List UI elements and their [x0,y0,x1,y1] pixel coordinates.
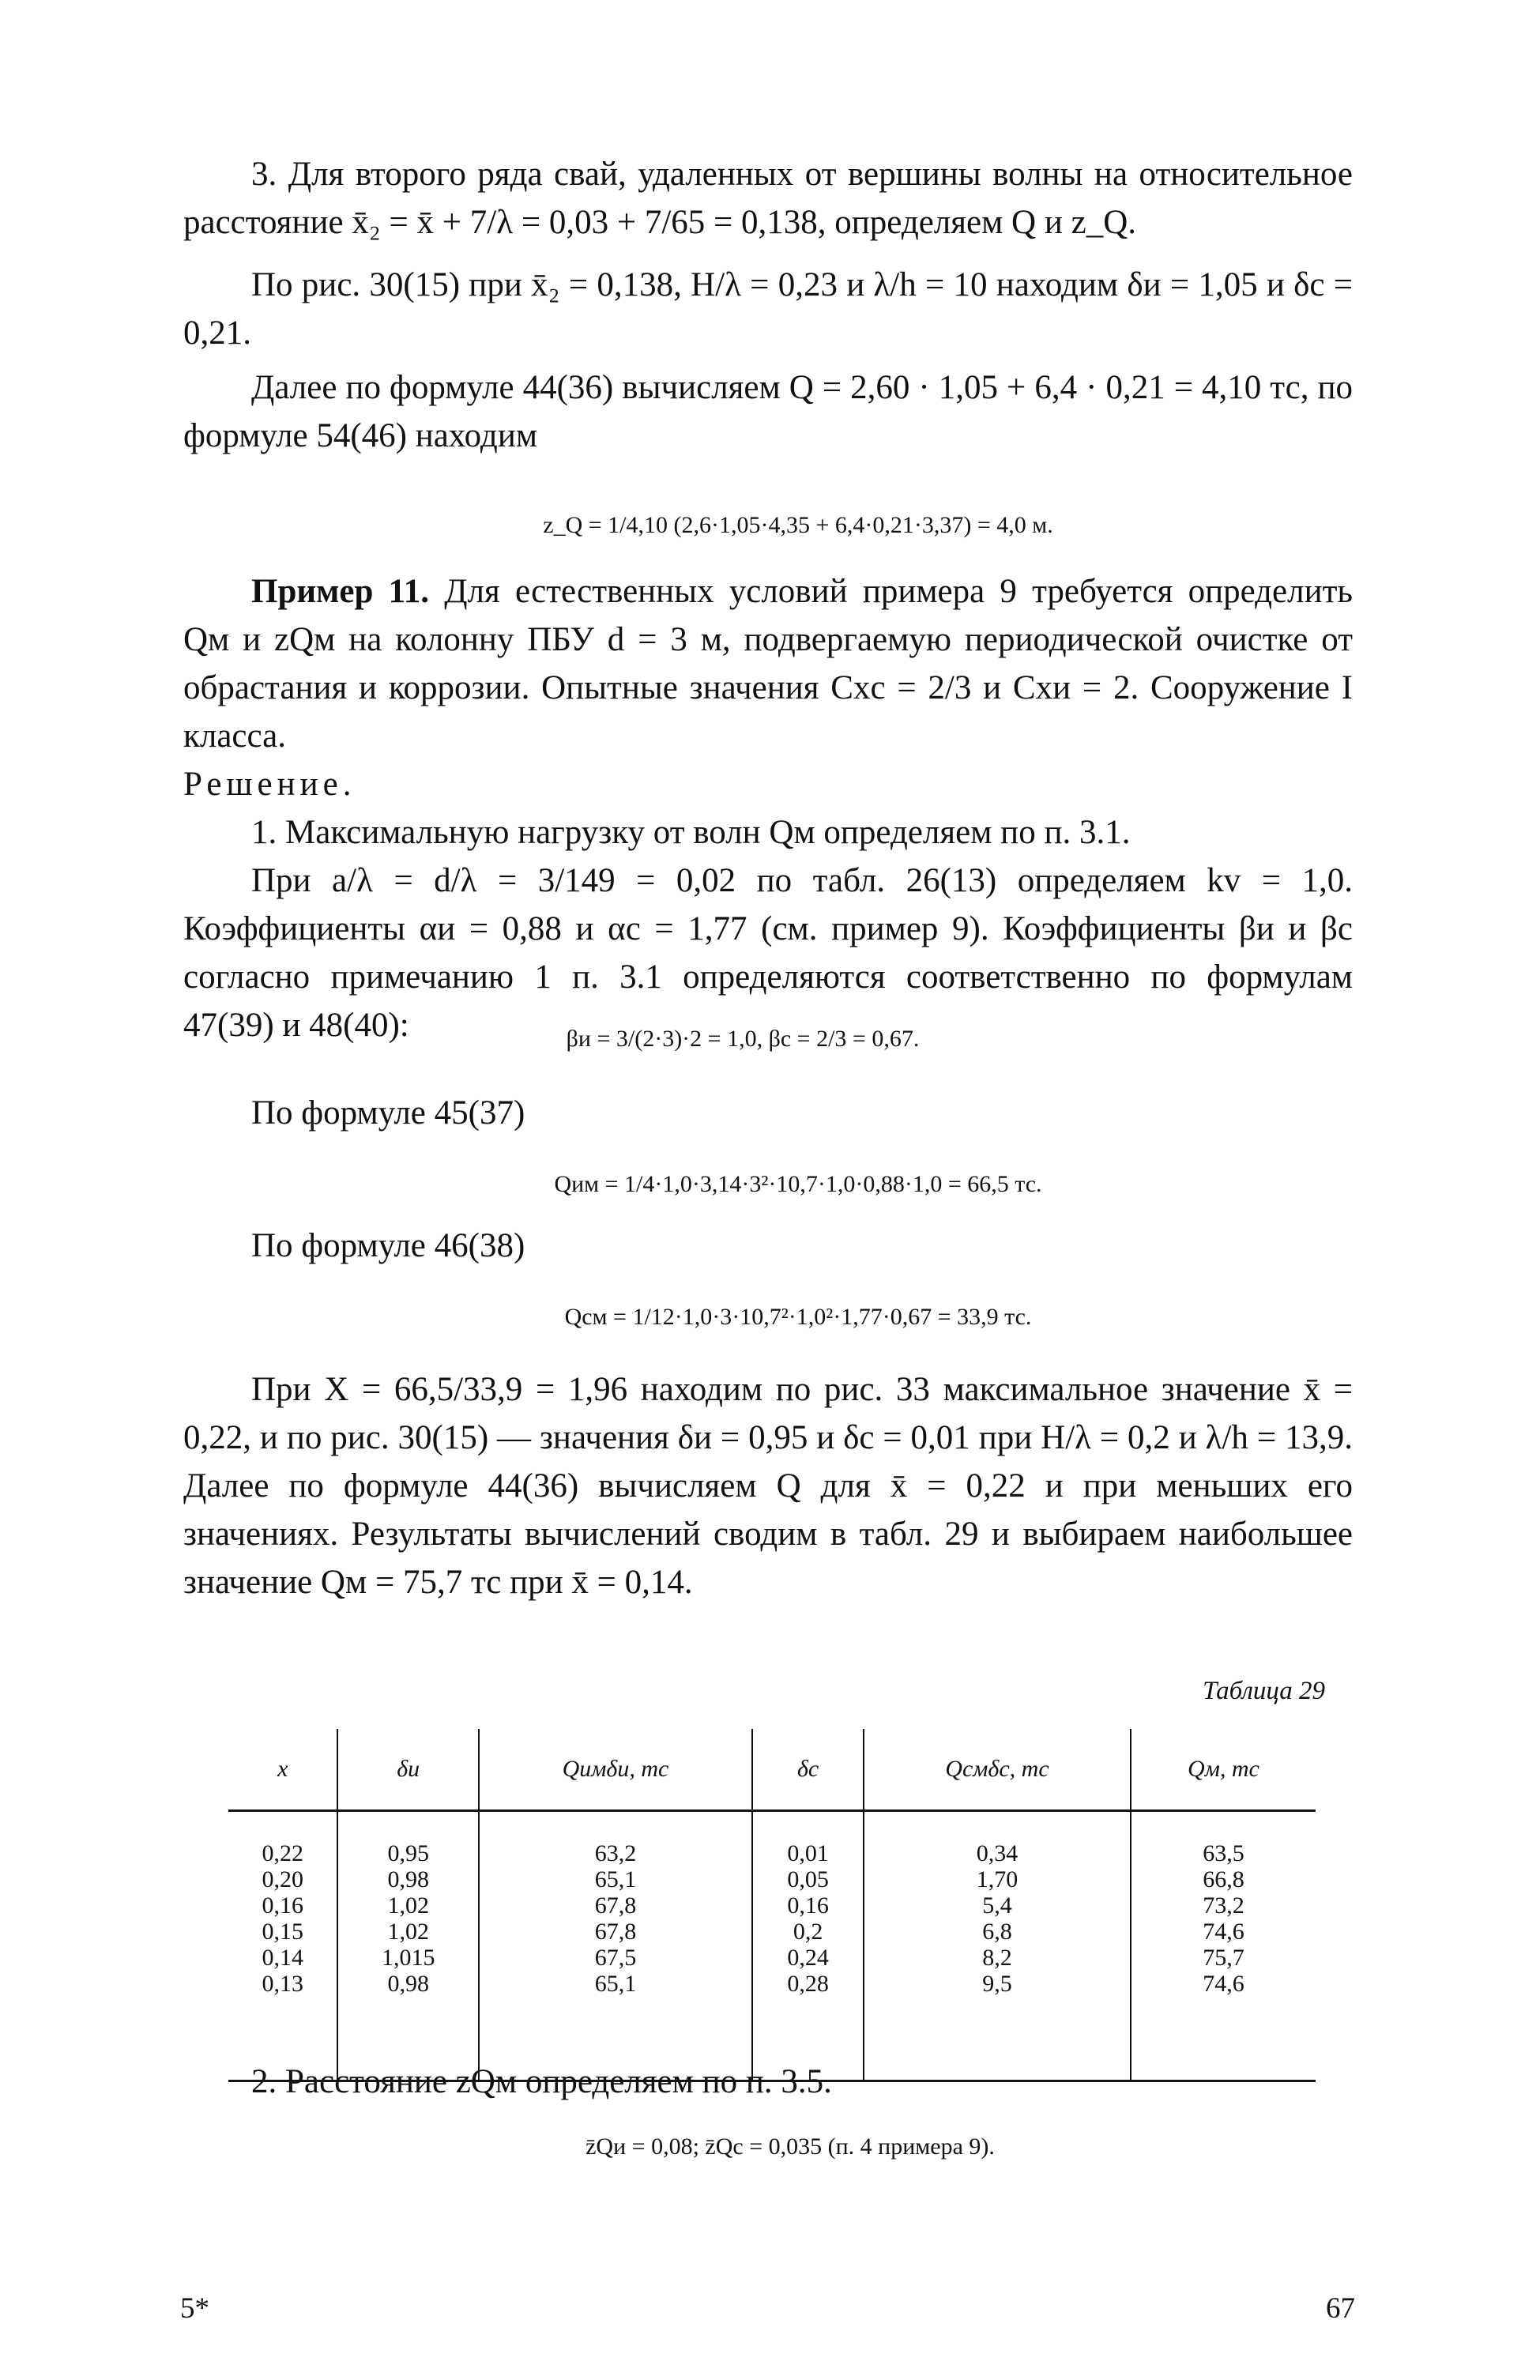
example-statement: Для естественных условий примера 9 требуется определить Qм и zQм на колонну ПБУ d = 3 м, подвергаемую периодической очистке от обрастания и коррозии. Опытные значения Cxc = 2/3 и Cxи = 2. Сооружение I класса. [183,573,1353,755]
table-cell: 0,01 [787,1840,829,1866]
results-table [228,1729,1316,2082]
table-cell: 1,015 [381,1945,435,1971]
table-cell: 74,6 [1203,1919,1244,1945]
column-delta-i [337,1811,478,2081]
table-row [228,1811,1316,2081]
formula-zq: z_Q = 1/4,10 (2,6·1,05·4,35 + 6,4·0,21·3,37) = 4,0 м. [543,512,1053,538]
table-cell: 0,15 [262,1919,303,1945]
table-cell: 9,5 [982,1971,1012,1997]
column-delta-c [752,1811,864,2081]
paragraph-figure-30: По рис. 30(15) при x̄₂ = 0,138, H/λ = 0,23 и λ/h = 10 находим δи = 1,05 и δс = 0,21. [183,266,1353,352]
formula-46-label-block [183,1222,1353,1270]
table-cell: 1,02 [387,1919,429,1945]
table-cell: 74,6 [1203,1971,1244,1997]
solution-label: Решение. [183,766,356,803]
header-qcm-delta-c: Qсмδс, тс [864,1729,1131,1811]
table-cell: 5,4 [982,1892,1012,1919]
table-cell: 65,1 [594,1866,637,1892]
table-cell: 66,8 [1203,1866,1244,1892]
formula-45-label-block [183,1089,1353,1137]
maximum-text-block [183,1365,1353,1606]
table-cell: 65,1 [594,1971,637,1997]
table-cell: 0,20 [262,1866,303,1892]
table-cell: 0,98 [387,1866,429,1892]
signature-mark: 5* [180,2292,209,2325]
header-qm: Qм, тс [1131,1729,1316,1811]
header-x: x [228,1729,337,1811]
example-title: Пример 11. [251,573,429,610]
formula-46-label: По формуле 46(38) [251,1227,525,1264]
column-qcm-delta-c [864,1811,1131,2081]
table-cell: 0,16 [262,1892,303,1919]
table-cell: 67,5 [594,1945,637,1971]
step-1: 1. Максимальную нагрузку от волн Qм определяем по п. 3.1. [251,814,1131,851]
header-qim-delta-i: Qимδи, тс [479,1729,752,1811]
formula-beta: βи = 3/(2·3)·2 = 1,0, βс = 2/3 = 0,67. [566,1026,920,1052]
maximum-paragraph: При X = 66,5/33,9 = 1,96 находим по рис. 33 максимальное значение x̄ = 0,22, и по рис. 30(15) — значения δи = 0,95 и δс = 0,01 при H/λ = 0,2 и λ/h = 13,9. Далее по формуле 44(36) вычисляем Q для x̄ = 0,22 и при меньших его значениях. Результаты вычислений сводим в табл. 29 и выбираем наибольшее значение Qм = 75,7 тс при x̄ = 0,14. [183,1371,1353,1601]
table-cell: 0,34 [976,1840,1019,1866]
paragraph-formula-44: Далее по формуле 44(36) вычисляем Q = 2,60 · 1,05 + 6,4 · 0,21 = 4,10 тс, по формуле 54(46) находим [183,369,1353,454]
formula-zq-values: z̄Qи = 0,08; z̄Qс = 0,035 (п. 4 примера 9). [586,2133,995,2160]
table-cell: 0,22 [262,1840,303,1866]
column-qim-delta-i [479,1811,752,2081]
table-cell: 0,95 [387,1840,429,1866]
table-cell: 63,5 [1203,1840,1244,1866]
table-cell: 75,7 [1203,1945,1244,1971]
table-cell: 0,14 [262,1945,303,1971]
table-cell: 67,8 [594,1892,637,1919]
formula-qim: Qим = 1/4·1,0·3,14·3²·10,7·1,0·0,88·1,0 = 66,5 тс. [554,1171,1042,1197]
table-cell: 0,28 [787,1971,829,1997]
table-cell: 0,98 [387,1971,429,1997]
table-cell: 1,70 [976,1866,1019,1892]
page-number: 67 [1326,2292,1355,2325]
header-delta-c: δс [752,1729,864,1811]
formula-45-label: По формуле 45(37) [251,1094,525,1132]
formula-qcm: Qсм = 1/12·1,0·3·10,7²·1,0²·1,77·0,67 = 33,9 тс. [564,1304,1032,1330]
column-x [228,1811,337,2081]
table-cell: 67,8 [594,1919,637,1945]
table-cell: 0,05 [787,1866,829,1892]
paragraph-second-row: 3. Для второго ряда свай, удаленных от вершины волны на относительное расстояние x̄₂ = x̄ + 7/λ = 0,03 + 7/65 = 0,138, определяем Q и z_Q. [183,156,1353,241]
column-qm [1131,1811,1316,2081]
table-caption: Таблица 29 [1203,1677,1325,1705]
table-cell: 63,2 [594,1840,637,1866]
table-cell: 6,8 [982,1919,1012,1945]
table-header-row [228,1729,1316,1811]
table-cell: 1,02 [387,1892,429,1919]
table-cell: 73,2 [1203,1892,1244,1919]
step-2: 2. Расстояние zQм определяем по п. 3.5. [251,2063,832,2100]
step-2-block [183,2058,1353,2106]
table-cell: 0,2 [793,1919,823,1945]
step-1-detail: При a/λ = d/λ = 3/149 = 0,02 по табл. 26(13) определяем kv = 1,0. Коэффициенты αи = 0,88 и αс = 1,77 (см. пример 9). Коэффициенты βи и βс согласно примечанию 1 п. 3.1 определяются соответственно по формулам 47(39) и 48(40): [183,862,1353,1044]
intro-text [183,150,1353,460]
table-cell: 0,24 [787,1945,829,1971]
table-cell: 8,2 [982,1945,1012,1971]
example-11-text [183,567,1353,1049]
table-cell: 0,13 [262,1971,303,1997]
header-delta-i: δи [337,1729,478,1811]
table-cell: 0,16 [787,1892,829,1919]
